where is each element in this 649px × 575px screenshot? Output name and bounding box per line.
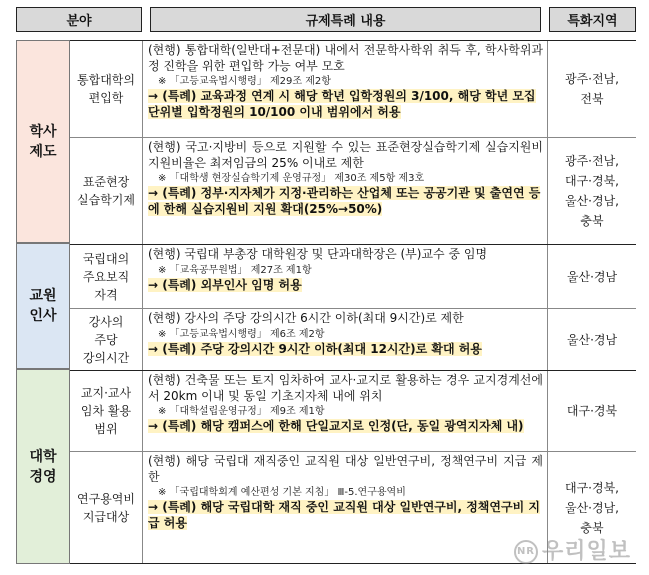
category-faculty-label: 교원 인사 [29, 288, 57, 324]
content-cell [143, 309, 547, 370]
header-category: 분야 [16, 7, 142, 32]
region-cell: 광주·전남, 전북 [547, 41, 636, 137]
watermark [514, 534, 631, 565]
current-rule: (현행) 국고·지방비 등으로 지원할 수 있는 표준현장실습학기제 실습지원비 지원비율은 최저임금의 25% 이내로 제한 [148, 140, 543, 170]
region-cell: 광주·전남, 대구·경북, 울산·경남, 충북 [547, 138, 636, 244]
region-cell: 울산·경남 [547, 245, 636, 308]
category-academic [16, 40, 70, 243]
subject-cell: 표준현장 실습학기제 [70, 138, 143, 244]
watermark-text: 우리일보 [541, 539, 631, 564]
special-rule: → (특례) 정부·지자체가 지정·관리하는 산업체 또는 공공기관 및 출연연 등에 한해 실습지원비 지원 확대(25%→50%) [148, 186, 541, 216]
regulation-table [70, 40, 636, 564]
content-cell [143, 41, 547, 137]
content-cell [143, 371, 547, 451]
special-rule: → (특례) 외부인사 임명 허용 [148, 277, 302, 292]
special-rule: → (특례) 해당 국립대학 재직 중인 교직원 대상 일반연구비, 정책연구비 지급 허용 [148, 500, 540, 530]
content-cell [143, 138, 547, 244]
current-rule: (현행) 강사의 주당 강의시간 6시간 이하(최대 9시간)로 제한 [148, 311, 464, 325]
region-cell: 울산·경남 [547, 309, 636, 370]
current-rule: (현행) 해당 국립대 재직중인 교직원 대상 일반연구비, 정책연구비 지급 제한 [148, 454, 543, 484]
subject-cell: 통합대학의 편입학 [70, 41, 143, 137]
special-rule: → (특례) 주당 강의시간 9시간 이하(최대 12시간)로 확대 허용 [148, 341, 482, 356]
legal-reference: ※ 「국립대학회계 예산편성 기본 지침」 Ⅲ-5.연구용역비 [158, 487, 406, 498]
header-region: 특화지역 [549, 7, 636, 32]
current-rule: (현행) 국립대 부총장 대학원장 및 단과대학장은 (부)교수 중 임명 [148, 247, 488, 261]
special-rule: → (특례) 교육과정 연계 시 해당 학년 입학정원의 3/100, 해당 학년 모집단위별 입학정원의 10/100 이내 범위에서 허용 [148, 89, 536, 119]
category-faculty [16, 243, 70, 369]
legal-reference: ※ 「대학생 현장실습학기제 운영규정」 제30조 제5항 제3호 [158, 173, 425, 184]
category-management-label: 대학 경영 [29, 448, 57, 485]
content-cell [143, 452, 547, 563]
category-academic-label: 학사 제도 [29, 123, 57, 160]
current-rule: (현행) 통합대학(일반대+전문대) 내에서 전문학사학위 취득 후, 학사학위과정 진학을 위한 편입학 가능 여부 모호 [148, 43, 543, 73]
subject-cell: 연구용역비 지급대상 [70, 452, 143, 563]
header-content: 규제특례 내용 [150, 7, 541, 32]
legal-reference: ※ 「고등교육법시행령」 제6조 제2항 [158, 328, 325, 340]
subject-cell: 강사의 주당 강의시간 [70, 309, 143, 370]
current-rule: (현행) 건축물 또는 토지 임차하여 교사·교지로 활용하는 경우 교지경계선에서 20km 이내 및 동일 기초지자체 내에 위치 [148, 373, 543, 403]
subject-cell: 국립대의 주요보직 자격 [70, 245, 143, 308]
category-management [16, 369, 70, 564]
special-rule: → (특례) 해당 캠퍼스에 한해 단일교지로 인정(단, 동일 광역지자체 내) [148, 419, 524, 433]
region-cell: 대구·경북, 울산·경남, 충북 [547, 452, 636, 563]
region-cell: 대구·경북 [547, 371, 636, 451]
legal-reference: ※ 「고등교육법시행령」 제29조 제2항 [158, 76, 331, 87]
watermark-badge: NR [514, 540, 538, 564]
legal-reference: ※ 「교육공무원법」 제27조 제1항 [158, 264, 312, 276]
content-cell [143, 245, 547, 308]
subject-cell: 교지·교사 임차 활용 범위 [70, 371, 143, 451]
legal-reference: ※ 「대학설립운영규정」 제9조 제1항 [158, 406, 325, 417]
